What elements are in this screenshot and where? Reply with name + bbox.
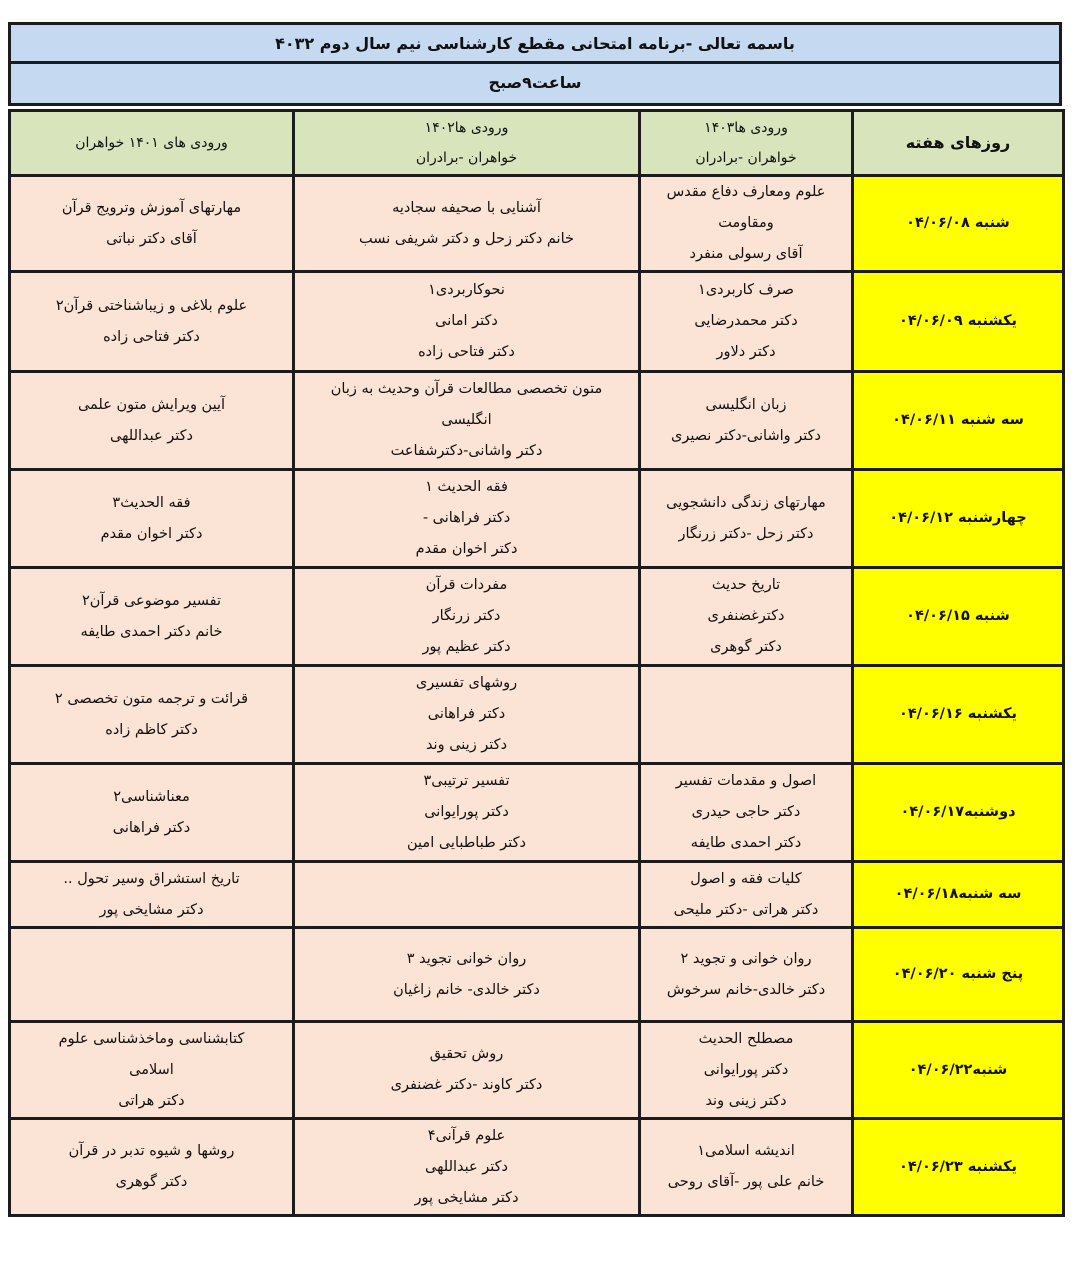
course-line: دکتر پورایوانی [424, 804, 509, 820]
course-line: مهارتهای آموزش وترویج قرآن [61, 199, 242, 216]
course-cell-1401 [10, 372, 294, 470]
course-line: دکتر زینی وند [705, 1092, 787, 1109]
course-line: علوم بلاغی و زیباشناختی قرآن۲ [55, 297, 248, 314]
course-cell-1403 [640, 176, 853, 272]
course-cell-1402 [294, 372, 640, 470]
header-1403 [640, 111, 853, 176]
course-line: دکتر مشایخی پور [414, 1189, 519, 1206]
schedule-row [10, 372, 1064, 470]
course-line: دکتر فراهانی - [422, 510, 511, 526]
course-cell-1403 [640, 764, 853, 862]
course-cell-1401 [10, 1022, 294, 1119]
course-line: خانم علی پور -آقای روحی [667, 1174, 825, 1190]
schedule-row [10, 928, 1064, 1022]
course-line: آقای رسولی منفرد [689, 246, 803, 262]
course-line: آشنایی با صحیفه سجادیه [392, 199, 541, 216]
course-cell-1402 [294, 568, 640, 666]
day-cell: سه شنبه۰۴/۰۶/۱۸ [853, 862, 1064, 928]
course-line: صرف کاربردی۱ [698, 282, 794, 298]
course-cell-1401 [10, 176, 294, 272]
course-cell-1401 [10, 928, 294, 1022]
course-line: روشهای تفسیری [415, 675, 518, 691]
course-line: دکتر دلاور [716, 344, 776, 360]
course-line: دکتر اخوان مقدم [415, 541, 518, 557]
course-line: دکتر عبداللهی [425, 1158, 508, 1175]
course-line: دکتر گوهری [115, 1174, 188, 1190]
day-cell: شنبه۰۴/۰۶/۲۲ [853, 1022, 1064, 1119]
header-1403-line: خواهران -برادران [695, 150, 797, 166]
course-line: نحوکاربردی۱ [428, 282, 505, 298]
course-cell-1403 [640, 568, 853, 666]
course-line: دکتر واشانی-دکتر نصیری [671, 427, 821, 444]
course-line: فقه الحدیث ۱ [425, 479, 508, 495]
course-line: دکتر پورایوانی [703, 1061, 789, 1078]
course-cell-1403 [640, 272, 853, 372]
course-line: مفردات قرآن [425, 577, 508, 593]
header-1403-line: ورودی ها۱۴۰۳ [704, 120, 788, 136]
header-weekday: روزهای هفته [853, 111, 1064, 176]
schedule-row [10, 666, 1064, 764]
header-1401-line: ورودی های ۱۴۰۱ خواهران [75, 135, 228, 151]
day-cell: یکشنبه ۰۴/۰۶/۰۹ [853, 272, 1064, 372]
course-cell-1403 [640, 1022, 853, 1119]
course-cell-1402 [294, 1119, 640, 1216]
course-line: خانم دکتر احمدی طایفه [80, 623, 223, 640]
course-line: روشها و شیوه تدبر در قرآن [68, 1143, 235, 1159]
course-cell-1402 [294, 666, 640, 764]
course-line: مهارتهای زندگی دانشجویی [666, 494, 826, 511]
course-line: دکتر فراهانی [112, 819, 191, 836]
course-line: دکتر فراهانی [427, 706, 506, 722]
course-cell-1401 [10, 862, 294, 928]
course-line: دکتر زرنگار [432, 608, 501, 624]
course-line: اصول و مقدمات تفسیر [675, 773, 817, 789]
day-cell: شنبه ۰۴/۰۶/۱۵ [853, 568, 1064, 666]
course-line: تاریخ استشراق وسیر تحول .. [63, 870, 240, 887]
course-line: انگلیسی [441, 412, 492, 428]
course-cell-1402 [294, 1022, 640, 1119]
course-line: کتابشناسی وماخذشناسی علوم [58, 1030, 245, 1047]
course-line: دکتر کاظم زاده [105, 721, 198, 738]
schedule-row [10, 470, 1064, 568]
course-line: دکتر طباطبایی امین [407, 835, 526, 851]
course-line: دکتر خالدی-خانم سرخوش [666, 981, 826, 998]
course-line: روان خوانی تجوید ۳ [406, 950, 527, 967]
course-line: دکتر گوهری [710, 639, 782, 655]
course-line: دکتر اخوان مقدم [100, 525, 203, 542]
course-line: فقه الحدیث۳ [112, 494, 191, 511]
course-line: آیین ویرایش متون علمی [77, 396, 226, 413]
course-line: قرائت و ترجمه متون تخصصی ۲ [54, 690, 249, 707]
course-line: دکتر هراتی -دکتر ملیحی [673, 901, 819, 918]
course-cell-1402 [294, 928, 640, 1022]
course-cell-1403 [640, 372, 853, 470]
day-cell: شنبه ۰۴/۰۶/۰۸ [853, 176, 1064, 272]
course-line: دکتر زینی وند [425, 737, 508, 753]
day-cell: یکشنبه ۰۴/۰۶/۲۳ [853, 1119, 1064, 1216]
course-line: دکتر عبداللهی [110, 427, 193, 444]
course-line: ومقاومت [718, 215, 774, 231]
course-line: مصطلح الحدیث [698, 1030, 794, 1047]
course-line: دکتر حاجی حیدری [691, 804, 801, 820]
schedule-table [8, 109, 1065, 1217]
header-1402 [294, 111, 640, 176]
course-line: زبان انگلیسی [705, 396, 787, 413]
course-line: دکتر کاوند -دکتر غضنفری [390, 1077, 543, 1093]
course-line: دکتر واشانی-دکترشفاعت [390, 443, 543, 459]
course-cell-1401 [10, 568, 294, 666]
course-line: علوم ومعارف دفاع مقدس [666, 184, 826, 200]
course-line: روش تحقیق [429, 1046, 504, 1062]
exam-time: ساعت۹صبح [8, 64, 1062, 106]
schedule-row [10, 176, 1064, 272]
course-line: اسلامی [129, 1061, 174, 1078]
course-line: دکترغضنفری [707, 608, 785, 624]
schedule-title: باسمه تعالی -برنامه امتحانی مقطع کارشناسی نیم سال دوم ۴۰۳۲ [8, 22, 1062, 64]
day-cell: دوشنبه۰۴/۰۶/۱۷ [853, 764, 1064, 862]
course-cell-1403 [640, 1119, 853, 1216]
course-line: دکتر خالدی- خانم زاغیان [393, 981, 540, 998]
course-cell-1403 [640, 862, 853, 928]
course-cell-1402 [294, 176, 640, 272]
course-line: کلیات فقه و اصول [690, 870, 802, 887]
course-cell-1403 [640, 470, 853, 568]
schedule-row [10, 1022, 1064, 1119]
header-1402-line: ورودی ها۱۴۰۲ [424, 120, 509, 136]
course-cell-1401 [10, 470, 294, 568]
schedule-row [10, 1119, 1064, 1216]
course-cell-1403 [640, 666, 853, 764]
course-line: علوم قرآنی۴ [427, 1127, 506, 1144]
course-line: دکتر احمدی طایفه [690, 835, 802, 851]
day-cell: چهارشنبه ۰۴/۰۶/۱۲ [853, 470, 1064, 568]
course-line: آقای دکتر نباتی [106, 230, 197, 247]
header-row [10, 111, 1064, 176]
header-1401 [10, 111, 294, 176]
course-line: دکتر محمدرضایی [694, 313, 798, 329]
course-line: تفسیر موضوعی قرآن۲ [81, 592, 222, 609]
day-cell: یکشنبه ۰۴/۰۶/۱۶ [853, 666, 1064, 764]
course-cell-1401 [10, 764, 294, 862]
course-cell-1402 [294, 272, 640, 372]
schedule-row [10, 568, 1064, 666]
course-line: اندیشه اسلامی۱ [697, 1143, 795, 1159]
course-line: دکتر هراتی [118, 1092, 185, 1109]
schedule-row [10, 764, 1064, 862]
course-line: دکتر امانی [435, 313, 498, 329]
course-line: دکتر فتاحی زاده [103, 328, 200, 345]
course-line: خانم دکتر زحل و دکتر شریفی نسب [359, 230, 574, 247]
course-line: دکتر زحل -دکتر زرنگار [678, 525, 814, 542]
course-cell-1402 [294, 862, 640, 928]
exam-schedule [8, 22, 1062, 1217]
course-cell-1403 [640, 928, 853, 1022]
schedule-row [10, 862, 1064, 928]
course-line: دکتر فتاحی زاده [418, 344, 515, 360]
course-line: تفسیر ترتیبی۳ [423, 773, 510, 789]
course-line: متون تخصصی مطالعات قرآن وحدیث به زبان [330, 381, 603, 397]
course-line: دکتر عظیم پور [422, 639, 511, 655]
course-cell-1402 [294, 470, 640, 568]
course-line: تاریخ حدیث [711, 577, 781, 593]
day-cell: پنج شنبه ۰۴/۰۶/۲۰ [853, 928, 1064, 1022]
course-cell-1401 [10, 272, 294, 372]
course-line: روان خوانی و تجوید ۲ [680, 950, 812, 967]
course-line: معناشناسی۲ [113, 788, 190, 805]
course-cell-1401 [10, 1119, 294, 1216]
header-1402-line: خواهران -برادران [415, 150, 518, 166]
schedule-row [10, 272, 1064, 372]
day-cell: سه شنبه ۰۴/۰۶/۱۱ [853, 372, 1064, 470]
course-line: دکتر مشایخی پور [99, 901, 204, 918]
course-cell-1401 [10, 666, 294, 764]
course-cell-1402 [294, 764, 640, 862]
